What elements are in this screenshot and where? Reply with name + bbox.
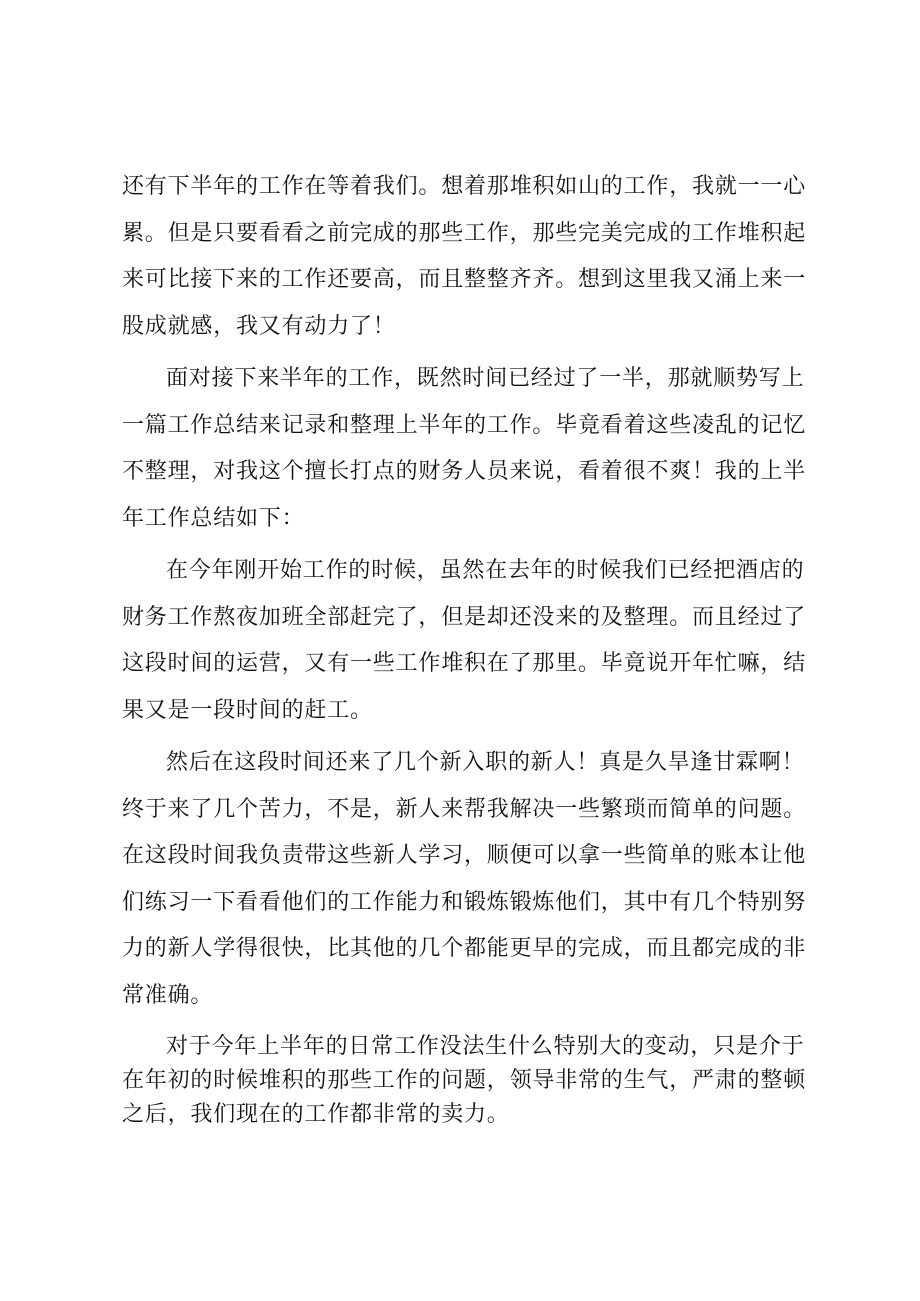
- paragraph-text: 在今年刚开始工作的时候，虽然在去年的时候我们已经把酒店的财务工作熬夜加班全部赶完了，但是却还没来的及整理。而且经过了这段时间的运营，又有一些工作堆积在了那里。毕竟说开年忙嘛，结果又是一段时间的赶工。: [122, 558, 807, 723]
- paragraph-text: 面对接下来半年的工作，既然时间已经过了一半，那就顺势写上一篇工作总结来记录和整理上半年的工作。毕竟看着这些凌乱的记忆不整理，对我这个擅长打点的财务人员来说，看着很不爽！我的上半年工作总结如下：: [122, 366, 807, 531]
- paragraph-4: [122, 740, 822, 1019]
- paragraph-2: [122, 356, 822, 542]
- paragraph-text: 然后在这段时间还来了几个新入职的新人！真是久旱逢甘霖啊！终于来了几个苦力，不是，新人来帮我解决一些繁琐而简单的问题。在这段时间我负责带这些新人学习，顺便可以拿一些简单的账本让他们练习一下看看他们的工作能力和锻炼锻炼他们，其中有几个特别努力的新人学得很快，比其他的几个都能更早的完成，而且都完成的非常准确。: [122, 750, 807, 1008]
- paragraph-1: [122, 164, 822, 350]
- paragraph-3: [122, 548, 822, 734]
- paragraph-text: 对于今年上半年的日常工作没法生什么特别大的变动，只是介于在年初的时候堆积的那些工作的问题，领导非常的生气，严肃的整顿之后，我们现在的工作都非常的卖力。: [122, 1034, 807, 1127]
- paragraph-5: [122, 1030, 822, 1132]
- paragraph-text: 还有下半年的工作在等着我们。想着那堆积如山的工作，我就一一心累。但是只要看看之前完成的那些工作，那些完美完成的工作堆积起来可比接下来的工作还要高，而且整整齐齐。想到这里我又涌上来一股成就感，我又有动力了！: [122, 174, 807, 339]
